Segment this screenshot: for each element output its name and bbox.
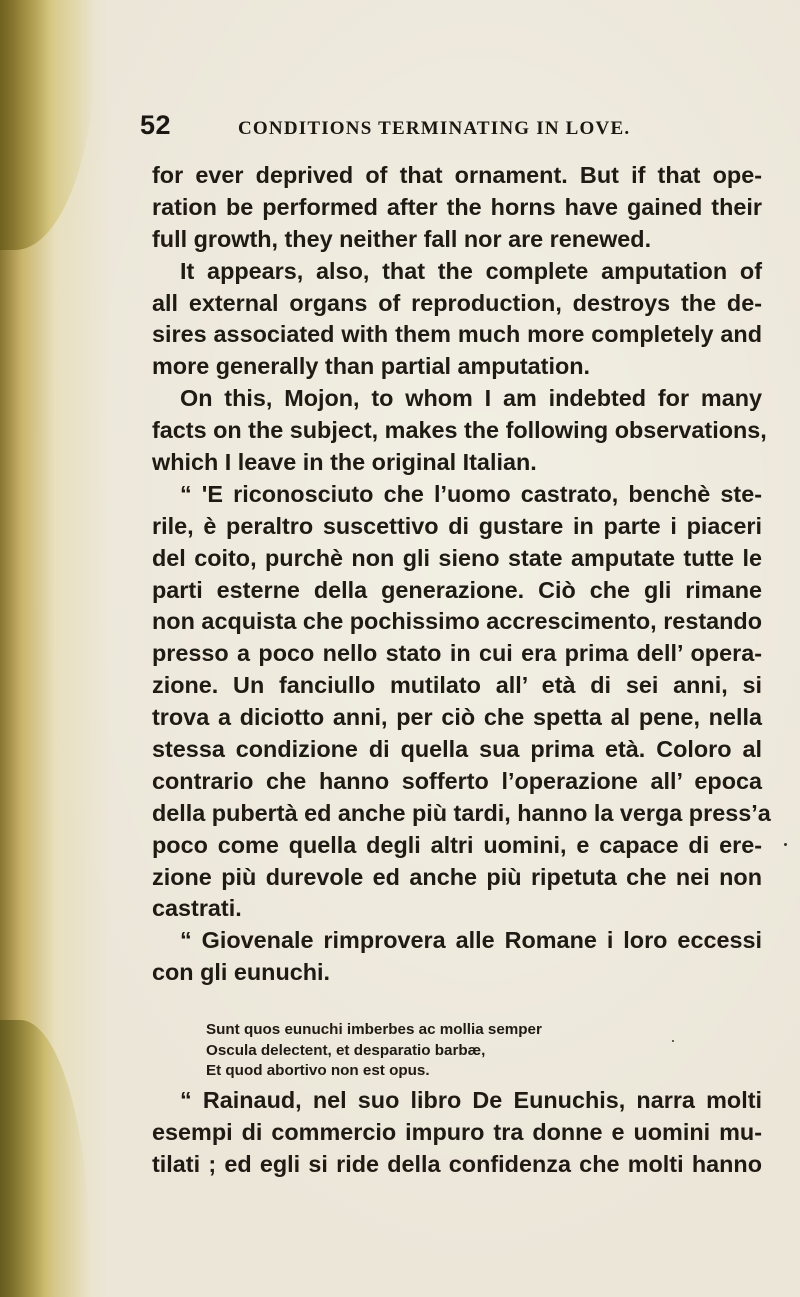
verse-line: Oscula delectent, et desparatio barbæ,	[206, 1041, 486, 1059]
text-line: which I leave in the original Italian.	[152, 449, 537, 476]
text-line: poco come quella degli altri uomini, e capace di ere-	[152, 831, 762, 858]
text-line: ration be performed after the horns have gained their	[152, 193, 762, 220]
body-text	[152, 160, 771, 989]
text-line: zione. Un fanciullo mutilato all’ età di sei anni, si	[152, 672, 762, 699]
text-line: trova a diciotto anni, per ciò che spetta al pene, nella	[152, 704, 762, 731]
text-line: “ Rainaud, nel suo libro De Eunuchis, narra molti	[180, 1087, 762, 1113]
text-line: “ Giovenale rimprovera alle Romane i loro eccessi	[180, 927, 762, 954]
text-line: “ 'E riconosciuto che l’uomo castrato, benchè ste-	[180, 480, 762, 507]
text-line: del coito, purchè non gli sieno state amputate tutte le	[152, 544, 762, 571]
text-line: tilati ; ed egli si ride della confidenza che molti hanno	[152, 1150, 762, 1177]
paper-speck	[784, 843, 787, 846]
text-line: sires associated with them much more completely and	[152, 321, 762, 348]
text-line: della pubertà ed anche più tardi, hanno la verga press’a	[152, 799, 771, 826]
body-text-continued	[152, 1084, 762, 1180]
text-line: It appears, also, that the complete amputation of	[180, 257, 762, 284]
text-line: rile, è peraltro suscettivo di gustare in parte i piaceri	[152, 512, 762, 539]
paper-speck	[672, 1040, 674, 1042]
text-line: On this, Mojon, to whom I am indebted for many	[180, 385, 762, 412]
text-line: zione più durevole ed anche più ripetuta che nei non	[152, 863, 762, 890]
text-line: full growth, they neither fall nor are renewed.	[152, 225, 652, 252]
text-line: presso a poco nello stato in cui era prima dell’ opera-	[152, 640, 762, 667]
text-line: all external organs of reproduction, destroys the de-	[152, 289, 762, 316]
text-line: facts on the subject, makes the following observations,	[152, 417, 767, 444]
text-line: for ever deprived of that ornament. But if that ope-	[152, 162, 762, 188]
text-line: more generally than partial amputation.	[152, 353, 591, 380]
text-line: con gli eunuchi.	[152, 959, 331, 986]
verse-line: Et quod abortivo non est opus.	[206, 1062, 430, 1079]
latin-verse-quote	[206, 1020, 626, 1082]
page-number: 52	[140, 110, 172, 140]
running-title: CONDITIONS TERMINATING IN LOVE.	[238, 118, 631, 139]
verse-line: Sunt quos eunuchi imberbes ac mollia semper	[206, 1021, 542, 1038]
text-line: parti esterne della generazione. Ciò che gli rimane	[152, 576, 762, 603]
text-line: castrati.	[152, 895, 242, 922]
text-line: stessa condizione di quella sua prima età. Coloro al	[152, 736, 762, 763]
running-head	[140, 110, 760, 150]
text-line: contrario che hanno sofferto l’operazione all’ epoca	[152, 767, 762, 794]
text-line: esempi di commercio impuro tra donne e uomini mu-	[152, 1118, 762, 1145]
text-line: non acquista che pochissimo accrescimento, restando	[152, 608, 762, 635]
